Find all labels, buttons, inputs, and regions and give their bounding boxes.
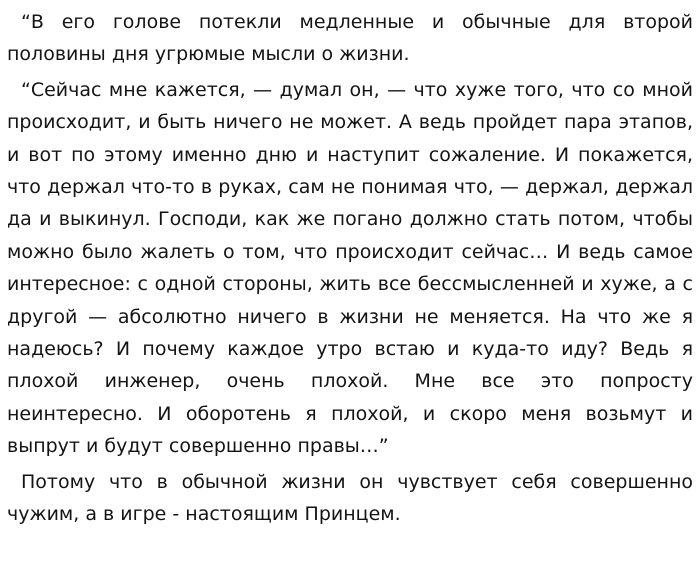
document-page (7, 6, 693, 534)
paragraph-2: “Сейчас мне кажется, — думал он, — что хуже того, что со мной происходит, и быть ничего не может. А ведь пройдет пара этапов, и вот по этому именно дню и наступит сожаление. И покажется, что держал что-то в руках, сам не понимая что, — держал, держал да и выкинул. Господи, как же погано должно стать потом, чтобы можно было жалеть о том, что происходит сейчас… И ведь самое интересное: с одной стороны, жить все бессмысленней и хуже, а с другой — абсолютно ничего в жизни не меняется. На что же я надеюсь? И почему каждое утро встаю и куда-то иду? Ведь я плохой инженер, очень плохой. Мне все это попросту неинтересно. И оборотень я плохой, и скоро меня возьмут и выпрут и будут совершенно правы…” (7, 78, 693, 458)
paragraph-1: “В его голове потекли медленные и обычные для второй половины дня угрюмые мысли о жизни. (7, 11, 693, 66)
paragraph-3: Потому что в обычной жизни он чувствует себя совершенно чужим, а в игре - настоящим Принцем. (7, 470, 693, 526)
